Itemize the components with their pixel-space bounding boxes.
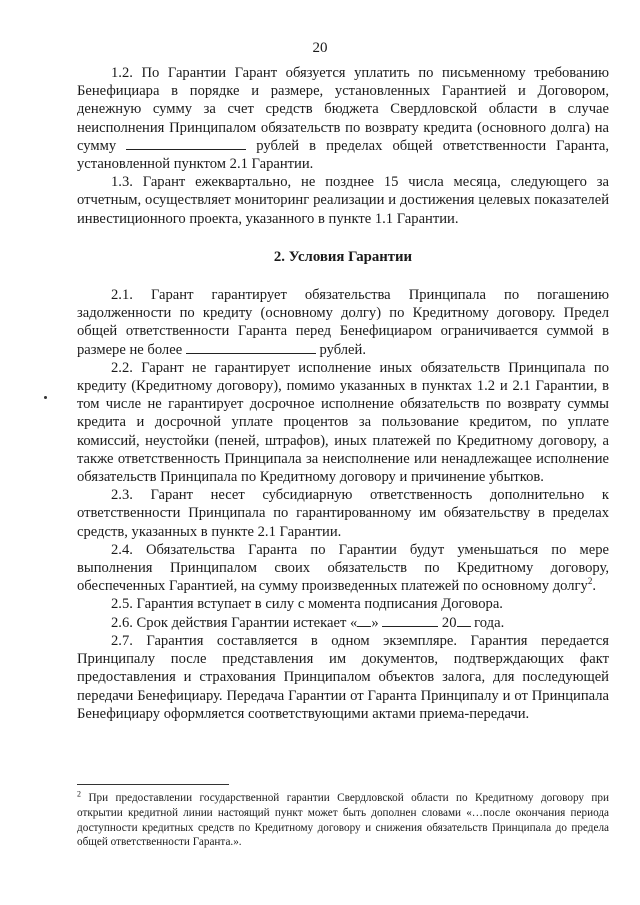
- clause-2-5: 2.5. Гарантия вступает в силу с момента подписания Договора.: [111, 596, 503, 613]
- footnote: $^2$ При предоставлении государственной гарантии Свердловской области по Кредитному договору при открытии кредитной линии настоящий пункт может быть дополнен словами «…после окончания периода доступности кредитных средств по Кредитному договору и снижения обязательств Принципала до предела общей ответственности Гаранта.».: [77, 789, 609, 849]
- page-number: 20: [312, 40, 328, 56]
- month-blank: [382, 614, 438, 627]
- document-body: [77, 64, 609, 723]
- clause-2-7: 2.7. Гарантия составляется в одном экземпляре. Гарантия передается Принципалу после представления им документов, подтверждающих факт предоставления и страхования Принципалом объектов залога, для последующей передачи Бенефициару. Передача Гарантии от Гаранта Принципалу и от Принципала Бенефициару оформляется соответствующими актами приема-передачи.: [77, 632, 609, 722]
- section-2-heading: 2. Условия Гарантии: [273, 248, 413, 265]
- clause-1-3: 1.3. Гарант ежеквартально, не позднее 15 числа месяца, следующего за отчетным, осуществляет мониторинг реализации и достижения целевых показателей инвестиционного проекта, указанного в пункте 1.1 Гарантии.: [77, 174, 609, 227]
- footnote-divider: [77, 784, 229, 785]
- clause-2-6: 2.6. Срок действия Гарантии истекает « » 20 года.: [111, 614, 505, 631]
- limit-blank: [186, 341, 316, 354]
- clause-2-2: 2.2. Гарант не гарантирует исполнение иных обязательств Принципала по кредиту (Кредитному договору), помимо указанных в пунктах 1.2 и 2.1 Гарантии, в том числе не гарантирует досрочное исполнение обязательств по возврату суммы кредита и досрочной уплате процентов за пользование кредитом, по уплате комиссий, неустойки (пеней, штрафов), иных платежей по Кредитному договору, а также ответственность Принципала за неисполнение или ненадлежащее исполнение обязательств Принципала по Кредитному договору и причинение убытков.: [77, 359, 609, 486]
- clause-2-4: 2.4. Обязательства Гаранта по Гарантии будут уменьшаться по мере выполнения Принципалом своих обязательств по Кредитному договору, обеспеченных Гарантией, на сумму произведенных платежей по основному долгу$^2$.: [77, 541, 609, 595]
- day-blank: [357, 614, 371, 627]
- amount-blank: [126, 137, 246, 150]
- footnote-ref: 2: [587, 576, 593, 587]
- clause-2-3: 2.3. Гарант несет субсидиарную ответственность дополнительно к ответственности Принципала по гарантированному им обязательству в пределах средств, указанных в пункте 2.1 Гарантии.: [77, 487, 609, 540]
- scan-speck: [44, 396, 47, 399]
- clause-2-1: 2.1. Гарант гарантирует обязательства Принципала по погашению задолженности по кредиту (основному долгу) по Кредитному договору. Предел общей ответственности Гаранта перед Бенефициаром ограничивается суммой в размере не более рублей.: [77, 287, 609, 358]
- clause-1-2: 1.2. По Гарантии Гарант обязуется уплатить по письменному требованию Бенефициара в порядке и размере, установленных Гарантией и Договором, денежную сумму за счет средств бюджета Свердловской области в случае неисполнения Принципалом обязательств по возврату кредита (основного долга) на сумму рублей в пределах общей ответственности Гаранта, установленной пунктом 2.1 Гарантии.: [77, 65, 609, 173]
- year-blank: [457, 614, 471, 627]
